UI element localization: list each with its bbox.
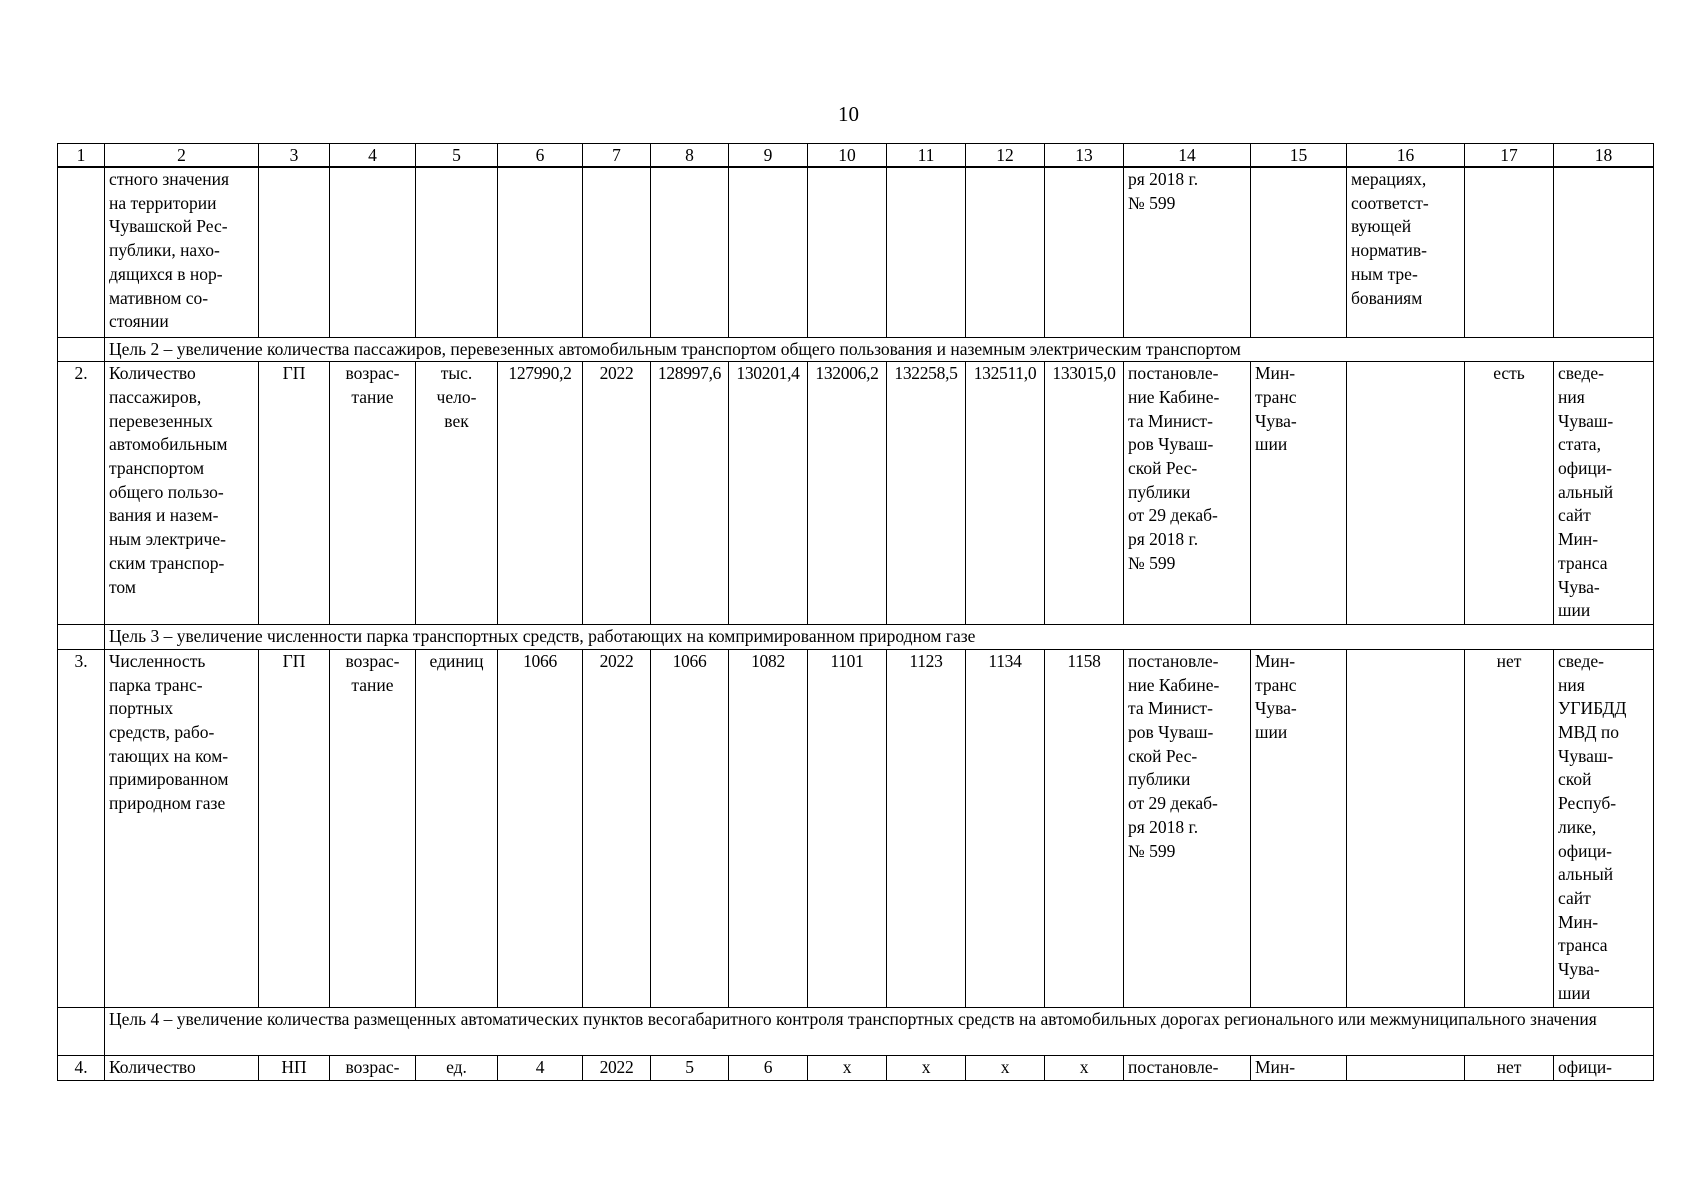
value-cell: 132511,0 xyxy=(966,362,1045,625)
text-line: на территории xyxy=(109,192,217,213)
goal-row xyxy=(58,625,1654,650)
column-number-14: 14 xyxy=(1124,144,1251,168)
indicators-table xyxy=(57,143,1654,1081)
base-value-cell: 4 xyxy=(498,1055,583,1080)
column-number-13: 13 xyxy=(1045,144,1124,168)
text-line: вующей xyxy=(1351,216,1412,237)
text-line: постановле- xyxy=(1128,650,1219,671)
text-line: транс xyxy=(1255,674,1297,695)
availability-cell: нет xyxy=(1465,649,1554,1007)
text-line: ния xyxy=(1558,386,1585,407)
text-line: бованиям xyxy=(1351,287,1423,308)
goal-2-text: Цель 2 – увеличение количества пассажиров, перевезенных автомобильным транспортом общего пользования и наземным электрическим транспортом xyxy=(105,337,1654,362)
trend-cell xyxy=(330,1055,416,1080)
text-line: шии xyxy=(1558,982,1591,1003)
column-number-6: 6 xyxy=(498,144,583,168)
text-line: портных xyxy=(109,698,174,719)
text-line: постановле- xyxy=(1128,363,1219,384)
text-line: вания и назем- xyxy=(109,505,219,526)
text-line: парка транс- xyxy=(109,674,203,695)
value-cell: 1134 xyxy=(966,649,1045,1007)
goal-row xyxy=(58,1007,1654,1055)
text-line: возрас- xyxy=(345,1056,400,1077)
value-cell: х xyxy=(887,1055,966,1080)
text-line: от 29 декаб- xyxy=(1128,505,1218,526)
column-number-16: 16 xyxy=(1347,144,1465,168)
cell xyxy=(808,167,887,337)
text-line: Мин- xyxy=(1255,650,1296,671)
text-line: ря 2018 г. xyxy=(1128,529,1199,550)
value-cell: 128997,6 xyxy=(651,362,729,625)
text-line: природном газе xyxy=(109,793,226,814)
column-number-11: 11 xyxy=(887,144,966,168)
text-line: публики, нахо- xyxy=(109,240,220,261)
text-line: Респуб- xyxy=(1558,793,1617,814)
text-line: шии xyxy=(1558,600,1591,621)
page-number: 10 xyxy=(838,102,859,126)
document-cell xyxy=(1124,362,1251,625)
unit-cell xyxy=(416,1055,498,1080)
indicator-name-cell xyxy=(105,1055,259,1080)
goal-3-text: Цель 3 – увеличение численности парка транспортных средств, работающих на компримированном природном газе xyxy=(105,625,1654,650)
row-number-cell: 3. xyxy=(58,649,105,1007)
cell xyxy=(887,167,966,337)
responsible-cell xyxy=(1251,649,1347,1007)
text-line: публики xyxy=(1128,481,1191,502)
text-line: Мин- xyxy=(1255,1056,1296,1077)
availability-cell: есть xyxy=(1465,362,1554,625)
text-line: та Минист- xyxy=(1128,410,1213,431)
text-line: офици- xyxy=(1558,458,1613,479)
text-line: альный xyxy=(1558,481,1614,502)
text-line: публики xyxy=(1128,769,1191,790)
unit-cell xyxy=(416,362,498,625)
text-line: транспортом xyxy=(109,458,205,479)
base-year-cell: 2022 xyxy=(583,362,651,625)
cell xyxy=(1554,167,1654,337)
cell xyxy=(1045,167,1124,337)
text-line: норматив- xyxy=(1351,240,1427,261)
text-line: МВД по xyxy=(1558,722,1619,743)
text-line: возрас- xyxy=(345,363,400,384)
text-line: Чува- xyxy=(1255,410,1297,431)
text-line: Чуваш- xyxy=(1558,410,1614,431)
text-line: примированном xyxy=(109,769,229,790)
cell xyxy=(58,625,105,650)
text-line: дящихся в нор- xyxy=(109,263,223,284)
type-cell: ГП xyxy=(259,649,330,1007)
column-number-10: 10 xyxy=(808,144,887,168)
text-line: сведе- xyxy=(1558,363,1604,384)
column-number-12: 12 xyxy=(966,144,1045,168)
cell xyxy=(58,167,105,337)
value-cell: х xyxy=(966,1055,1045,1080)
indicator-name-cell xyxy=(105,362,259,625)
text-line: Чувашской Рес- xyxy=(109,216,228,237)
value-cell: 130201,4 xyxy=(729,362,808,625)
column-number-1: 1 xyxy=(58,144,105,168)
text-line: перевезенных xyxy=(109,410,213,431)
note-cell xyxy=(1347,1055,1465,1080)
note-cell xyxy=(1347,362,1465,625)
row-number-cell: 2. xyxy=(58,362,105,625)
base-year-cell: 2022 xyxy=(583,649,651,1007)
type-cell: ГП xyxy=(259,362,330,625)
text-line: стоянии xyxy=(109,311,169,332)
text-line: от 29 декаб- xyxy=(1128,793,1218,814)
text-line: стного значения xyxy=(109,169,230,189)
responsible-cell xyxy=(1251,1055,1347,1080)
text-line: единиц xyxy=(429,650,484,671)
unit-cell xyxy=(416,649,498,1007)
text-line: тыс. xyxy=(440,363,473,384)
text-line: Мин- xyxy=(1558,911,1599,932)
source-cell xyxy=(1554,1055,1654,1080)
text-line: автомобильным xyxy=(109,434,228,455)
text-line: ским транспор- xyxy=(109,552,225,573)
row-number-cell: 4. xyxy=(58,1055,105,1080)
text-line: № 599 xyxy=(1128,192,1176,213)
table-row xyxy=(58,362,1654,625)
text-line: шии xyxy=(1255,722,1288,743)
column-number-7: 7 xyxy=(583,144,651,168)
text-line: чело- xyxy=(436,386,477,407)
document-cell xyxy=(1124,649,1251,1007)
cell xyxy=(966,167,1045,337)
text-line: ным тре- xyxy=(1351,263,1418,284)
text-line: Чува- xyxy=(1558,576,1600,597)
text-line: шии xyxy=(1255,434,1288,455)
cell xyxy=(651,167,729,337)
cell xyxy=(498,167,583,337)
text-line: ской xyxy=(1558,769,1592,790)
column-number-9: 9 xyxy=(729,144,808,168)
cell xyxy=(259,167,330,337)
note-cell xyxy=(1347,649,1465,1007)
cell xyxy=(1465,167,1554,337)
value-cell: х xyxy=(1045,1055,1124,1080)
source-cell xyxy=(1554,362,1654,625)
source-cell xyxy=(1554,649,1654,1007)
text-line: Чуваш- xyxy=(1558,745,1614,766)
table-row xyxy=(58,167,1654,337)
text-line: мерациях, xyxy=(1351,169,1427,189)
column-number-4: 4 xyxy=(330,144,416,168)
text-line: мативном со- xyxy=(109,287,209,308)
column-number-5: 5 xyxy=(416,144,498,168)
text-line: Количество xyxy=(109,1056,196,1077)
text-line: век xyxy=(444,410,469,431)
availability-cell: нет xyxy=(1465,1055,1554,1080)
text-line: Мин- xyxy=(1255,363,1296,384)
text-line: ской Рес- xyxy=(1128,458,1198,479)
value-cell: 1101 xyxy=(808,649,887,1007)
cell xyxy=(416,167,498,337)
text-line: соответст- xyxy=(1351,192,1429,213)
text-line: тающих на ком- xyxy=(109,745,229,766)
indicator-name-cell xyxy=(105,167,259,337)
value-cell: 6 xyxy=(729,1055,808,1080)
text-line: Чува- xyxy=(1558,959,1600,980)
value-cell: 1123 xyxy=(887,649,966,1007)
document-cell xyxy=(1124,1055,1251,1080)
text-line: сведе- xyxy=(1558,650,1604,671)
text-line: стата, xyxy=(1558,434,1601,455)
text-line: ров Чуваш- xyxy=(1128,722,1214,743)
table-header-row xyxy=(58,144,1654,168)
text-line: офици- xyxy=(1558,1056,1613,1077)
trend-cell xyxy=(330,362,416,625)
text-line: офици- xyxy=(1558,840,1613,861)
value-cell: х xyxy=(808,1055,887,1080)
text-line: тание xyxy=(351,386,394,407)
cell xyxy=(58,337,105,362)
cell xyxy=(583,167,651,337)
value-cell: 5 xyxy=(651,1055,729,1080)
cell xyxy=(58,1007,105,1055)
goal-4-text: Цель 4 – увеличение количества размещенных автоматических пунктов весогабаритного контроля транспортных средств на автомобильных дорогах регионального или межмуниципального значения xyxy=(105,1007,1654,1055)
text-line: ния xyxy=(1558,674,1585,695)
text-line: ние Кабине- xyxy=(1128,674,1220,695)
text-line: транса xyxy=(1558,552,1608,573)
text-line: средств, рабо- xyxy=(109,722,215,743)
text-line: транс xyxy=(1255,386,1297,407)
text-line: общего пользо- xyxy=(109,481,224,502)
column-number-3: 3 xyxy=(259,144,330,168)
value-cell: 132006,2 xyxy=(808,362,887,625)
value-cell: 1066 xyxy=(651,649,729,1007)
text-line: Количество xyxy=(109,363,196,384)
text-line: ров Чуваш- xyxy=(1128,434,1214,455)
column-number-8: 8 xyxy=(651,144,729,168)
base-year-cell: 2022 xyxy=(583,1055,651,1080)
indicator-name-cell xyxy=(105,649,259,1007)
column-number-17: 17 xyxy=(1465,144,1554,168)
text-line: тание xyxy=(351,674,394,695)
text-line: пассажиров, xyxy=(109,386,202,407)
text-line: Численность xyxy=(109,650,206,671)
document-cell xyxy=(1124,167,1251,337)
note-cell xyxy=(1347,167,1465,337)
text-line: сайт xyxy=(1558,505,1591,526)
value-cell: 1158 xyxy=(1045,649,1124,1007)
base-value-cell: 127990,2 xyxy=(498,362,583,625)
table-row xyxy=(58,649,1654,1007)
responsible-cell xyxy=(1251,362,1347,625)
base-value-cell: 1066 xyxy=(498,649,583,1007)
text-line: ря 2018 г. xyxy=(1128,169,1199,189)
text-line: ным электриче- xyxy=(109,529,226,550)
cell xyxy=(1251,167,1347,337)
value-cell: 1082 xyxy=(729,649,808,1007)
value-cell: 132258,5 xyxy=(887,362,966,625)
text-line: лике, xyxy=(1558,816,1597,837)
text-line: том xyxy=(109,576,136,597)
value-cell: 133015,0 xyxy=(1045,362,1124,625)
text-line: возрас- xyxy=(345,650,400,671)
text-line: альный xyxy=(1558,864,1614,885)
column-number-2: 2 xyxy=(105,144,259,168)
text-line: ние Кабине- xyxy=(1128,386,1220,407)
text-line: сайт xyxy=(1558,887,1591,908)
type-cell: НП xyxy=(259,1055,330,1080)
table-row xyxy=(58,1055,1654,1080)
cell xyxy=(330,167,416,337)
text-line: Чува- xyxy=(1255,698,1297,719)
text-line: постановле- xyxy=(1128,1056,1219,1077)
text-line: транса xyxy=(1558,935,1608,956)
column-number-18: 18 xyxy=(1554,144,1654,168)
text-line: ской Рес- xyxy=(1128,745,1198,766)
text-line: ед. xyxy=(446,1056,467,1077)
text-line: Мин- xyxy=(1558,529,1599,550)
text-line: ря 2018 г. xyxy=(1128,816,1199,837)
text-line: УГИБДД xyxy=(1558,698,1627,719)
goal-row xyxy=(58,337,1654,362)
text-line: № 599 xyxy=(1128,552,1176,573)
text-line: № 599 xyxy=(1128,840,1176,861)
text-line: та Минист- xyxy=(1128,698,1213,719)
column-number-15: 15 xyxy=(1251,144,1347,168)
cell xyxy=(729,167,808,337)
trend-cell xyxy=(330,649,416,1007)
